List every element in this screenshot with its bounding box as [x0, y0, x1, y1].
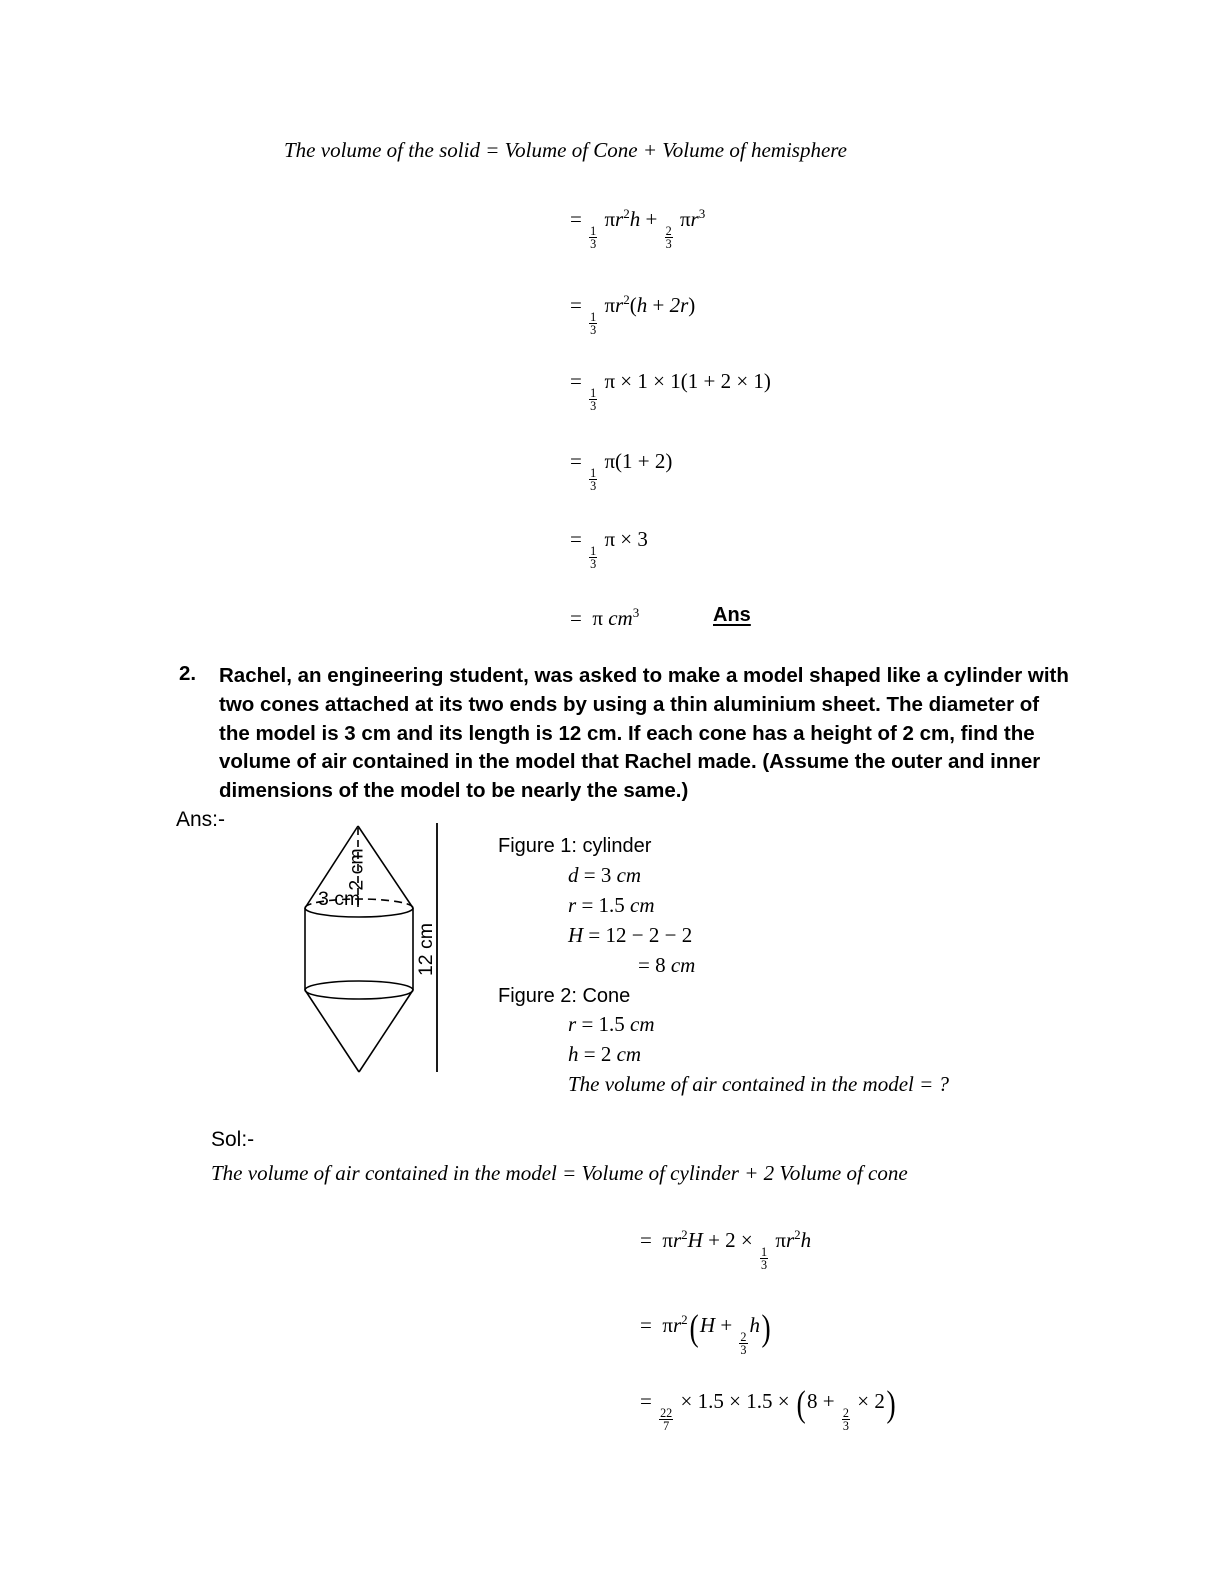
close-paren-large: ) [761, 1307, 771, 1348]
equals-sign: = [570, 449, 582, 473]
exponent-3: 3 [632, 605, 640, 620]
unit-cm: cm [670, 953, 696, 977]
variable-h: h [568, 1042, 579, 1066]
plus-sign: + [720, 1312, 733, 1337]
equals-sign: = [570, 606, 582, 631]
question-text: Rachel, an engineering student, was asked to make a model shaped like a cylinder with two cones attached at its two ends by using a thin aluminium sheet. The diameter of the model is 3 cm and its length is 12 cm. If each cone has a height of 2 cm, find the volume of air contained in the model that Rachel made. (Assume the outer and inner dimensions of the model to be nearly the same.) [219, 664, 1069, 803]
variable-r: r [690, 207, 699, 232]
unit-cm: cm [630, 1012, 655, 1036]
variable-h: h [749, 1312, 761, 1337]
plus-sign: + [703, 369, 716, 393]
part1-step-4 [570, 451, 672, 493]
minus-sign: − [631, 923, 644, 947]
part1-step-6-result [570, 606, 639, 629]
equals-sign: = [638, 953, 650, 977]
variable-d: d [568, 863, 579, 887]
close-paren: ) [688, 293, 696, 318]
fraction-two-thirds: $\frac{2}{3}$ [665, 223, 672, 252]
pi-symbol: π [604, 527, 616, 551]
variable-h: h [636, 293, 648, 318]
label-cone-height: 2 cm [345, 848, 368, 891]
unit-cm: cm [630, 893, 655, 917]
value-1: 1 [637, 369, 648, 393]
pi-symbol: π [604, 207, 616, 232]
value-8: 8 [655, 953, 666, 977]
plus-sign: + [822, 1388, 835, 1413]
exponent-2: 2 [794, 1227, 801, 1242]
part1-step-1 [570, 207, 705, 251]
value-2: 2 [681, 923, 693, 947]
fraction-one-third: $\frac{1}{3}$ [761, 1244, 768, 1273]
open-paren: ( [615, 449, 623, 473]
figure2-line-radius [568, 1014, 655, 1035]
variable-r: r [568, 893, 577, 917]
times-sign: × [777, 1388, 790, 1413]
pi-symbol: π [775, 1228, 786, 1253]
part2-step-2 [640, 1307, 772, 1358]
value-1-5: 1.5 [598, 893, 625, 917]
open-paren: ( [629, 293, 637, 318]
unit-cm: cm [616, 863, 642, 887]
figure1-line-diameter [568, 865, 641, 886]
plus-sign: + [708, 1228, 720, 1253]
fraction-one-third: $\frac{1}{3}$ [590, 309, 597, 338]
times-sign: × [620, 527, 633, 551]
open-paren-large: ( [689, 1307, 699, 1348]
times-sign: × [729, 1388, 741, 1413]
times-sign: × [620, 369, 633, 393]
diagram-cylinder-with-two-cones [280, 810, 460, 1085]
fraction-two-thirds: $\frac{2}{3}$ [740, 1329, 747, 1358]
value-3: 3 [637, 527, 648, 551]
variable-r: r [785, 1228, 795, 1253]
value-3: 3 [600, 863, 612, 887]
value-2: 2 [600, 1042, 612, 1066]
figure2-title: Figure 2: Cone [498, 985, 631, 1007]
exponent-2: 2 [681, 1311, 688, 1327]
to-find-statement: The volume of air contained in the model = ? [568, 1072, 950, 1096]
part1-step-5 [570, 529, 648, 571]
variable-H: H [568, 923, 584, 947]
pi-symbol: π [604, 293, 616, 318]
equals-sign: = [640, 1388, 652, 1413]
value-2: 2 [874, 1388, 885, 1413]
times-sign: × [736, 369, 749, 393]
label-total-length: 12 cm [415, 922, 438, 977]
fraction-one-third: $\frac{1}{3}$ [590, 465, 597, 494]
fraction-twentytwo-sevenths: $\frac{22}{7}$ [660, 1405, 673, 1434]
close-paren: ) [665, 449, 673, 473]
ans-marker-part1: Ans [713, 604, 751, 626]
value-1-5: 1.5 [746, 1388, 773, 1413]
variable-H: H [687, 1228, 703, 1253]
variable-h: h [800, 1228, 812, 1253]
question-number: 2. [179, 662, 197, 685]
times-sign: × [857, 1388, 870, 1413]
fraction-one-third: $\frac{1}{3}$ [590, 543, 597, 572]
bottom-cone-right-slant [359, 990, 413, 1072]
part1-step-2 [570, 293, 695, 337]
equals-sign: = [581, 893, 594, 917]
variable-h: h [629, 207, 641, 232]
equals-sign: = [640, 1312, 652, 1337]
fraction-one-third: $\frac{1}{3}$ [590, 385, 597, 414]
exponent-2: 2 [681, 1227, 688, 1242]
unit-cm: cm [608, 606, 633, 631]
times-sign: × [653, 369, 665, 393]
figure2-line-height [568, 1044, 641, 1065]
equals-sign: = [581, 1012, 594, 1036]
figure1-line-height-expression [568, 925, 692, 946]
figure1-title: Figure 1: cylinder [498, 835, 652, 857]
exponent-2: 2 [623, 206, 630, 221]
unit-cm: cm [616, 1042, 642, 1066]
fraction-two-thirds: $\frac{2}{3}$ [842, 1405, 849, 1434]
close-paren: ) [763, 369, 771, 393]
times-sign: × [740, 1228, 753, 1253]
times-sign: × [680, 1388, 693, 1413]
figure1-line-radius [568, 895, 655, 916]
value-12: 12 [605, 923, 627, 947]
value-1-5: 1.5 [697, 1388, 724, 1413]
solution-relation: The volume of air contained in the model = Volume of cylinder + 2 Volume of cone [211, 1161, 908, 1185]
equals-sign: = [588, 923, 601, 947]
close-paren-large: ) [886, 1383, 896, 1424]
plus-sign: + [637, 449, 650, 473]
solution-prefix: Sol:- [211, 1128, 255, 1151]
value-1: 1 [670, 369, 681, 393]
value-2: 2 [725, 1228, 736, 1253]
variable-r: r [672, 1228, 682, 1253]
variable-r: r [672, 1312, 682, 1337]
open-paren: ( [680, 369, 688, 393]
variable-r: r [568, 1012, 577, 1036]
part2-step-3 [640, 1383, 897, 1434]
value-2: 2 [648, 923, 660, 947]
plus-sign: + [645, 207, 658, 232]
equals-sign: = [583, 1042, 596, 1066]
exponent-3: 3 [698, 206, 706, 221]
value-1-5: 1.5 [598, 1012, 625, 1036]
variable-H: H [699, 1312, 716, 1337]
value-1: 1 [753, 369, 764, 393]
value-1: 1 [622, 449, 633, 473]
term-2r: 2r [669, 293, 689, 318]
value-1: 1 [687, 369, 699, 393]
equals-sign: = [570, 527, 582, 551]
minus-sign: − [664, 923, 677, 947]
figure1-line-height-result [638, 955, 695, 976]
equals-sign: = [570, 293, 582, 318]
pi-symbol: π [604, 449, 616, 473]
value-2: 2 [654, 449, 666, 473]
value-8: 8 [807, 1388, 818, 1413]
label-diameter: 3 cm [318, 888, 361, 910]
part1-heading: The volume of the solid = Volume of Cone + Volume of hemisphere [284, 138, 847, 162]
fraction-one-third: $\frac{1}{3}$ [590, 223, 597, 252]
bottom-cone-left-slant [305, 990, 359, 1072]
cylinder-bottom-rim [305, 981, 413, 999]
pi-symbol: π [604, 369, 616, 393]
equals-sign: = [640, 1228, 652, 1253]
variable-r: r [615, 293, 624, 318]
open-paren-large: ( [796, 1383, 806, 1424]
equals-sign: = [570, 207, 582, 232]
pi-symbol: π [679, 207, 691, 232]
part2-step-1 [640, 1228, 811, 1272]
part1-step-3 [570, 371, 771, 413]
variable-r: r [615, 207, 624, 232]
plus-sign: + [652, 293, 665, 318]
equals-sign: = [570, 369, 582, 393]
equals-sign: = [583, 863, 596, 887]
exponent-2: 2 [623, 292, 630, 307]
pi-symbol: π [662, 1312, 673, 1337]
pi-symbol: π [662, 1228, 673, 1253]
answer-prefix: Ans:- [176, 808, 226, 831]
pi-symbol: π [592, 606, 603, 631]
value-2: 2 [720, 369, 732, 393]
